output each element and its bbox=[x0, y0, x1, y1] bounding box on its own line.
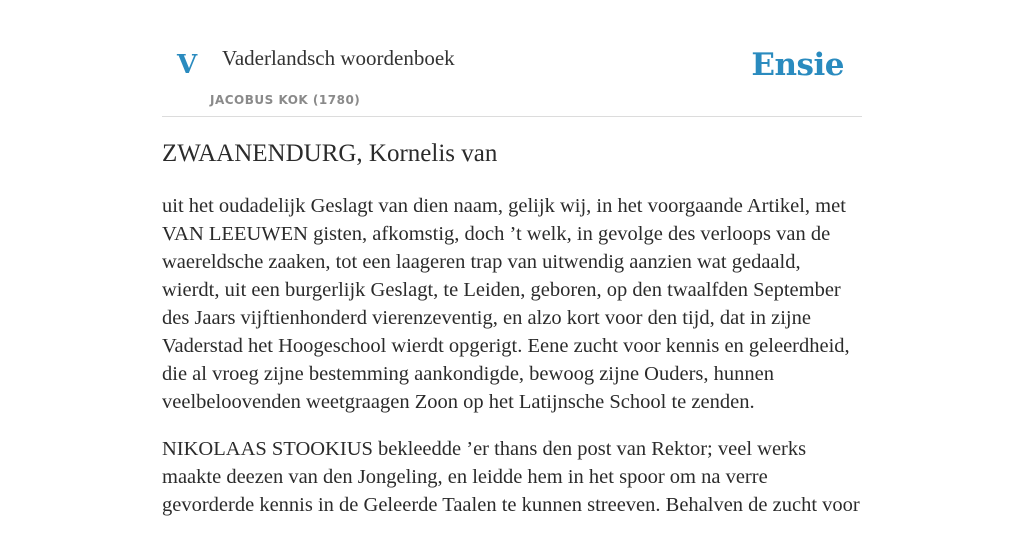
entry-body bbox=[162, 192, 862, 538]
entry-title: ZWAANENDURG, Kornelis van bbox=[162, 140, 498, 167]
page-header bbox=[162, 0, 862, 117]
ensie-logo[interactable]: Ensie bbox=[751, 47, 844, 83]
book-author: JACOBUS KOK (1780) bbox=[210, 93, 361, 107]
entry-paragraph: NIKOLAAS STOOKIUS bekleedde ’er thans den post van Rektor; veel werks maakte deezen van den Jongeling, en leidde hem in het spoor om na verre gevorderde kennis in de Geleerde Taalen te kunnen streeven. Behalven de zucht voor bbox=[162, 438, 860, 516]
book-title-link[interactable]: Vaderlandsch woordenboek bbox=[222, 46, 455, 70]
entry-paragraph: uit het oudadelijk Geslagt van dien naam, gelijk wij, in het voorgaande Artikel, met VAN LEEUWEN gisten, afkomstig, doch ’t welk, in gevolge des verloops van de waereldsche zaaken, tot een laageren trap van uitwendig aanzien wat gedaald, wierdt, uit een burgerlijk Geslagt, te Leiden, geboren, op den twaalfden September des Jaars vijftienhonderd vierenzeventig, en alzo kort voor den tijd, dat in zijne Vaderstad het Hoogeschool wierdt opgerigt. Eene zucht voor kennis en geleerdheid, die al vroeg zijne bestemming aankondigde, bewoog zijne Ouders, hunnen veelbeloovenden weetgraagen Zoon op het Latijnsche School te zenden. bbox=[162, 195, 850, 413]
book-logo-icon[interactable]: V bbox=[177, 50, 198, 80]
